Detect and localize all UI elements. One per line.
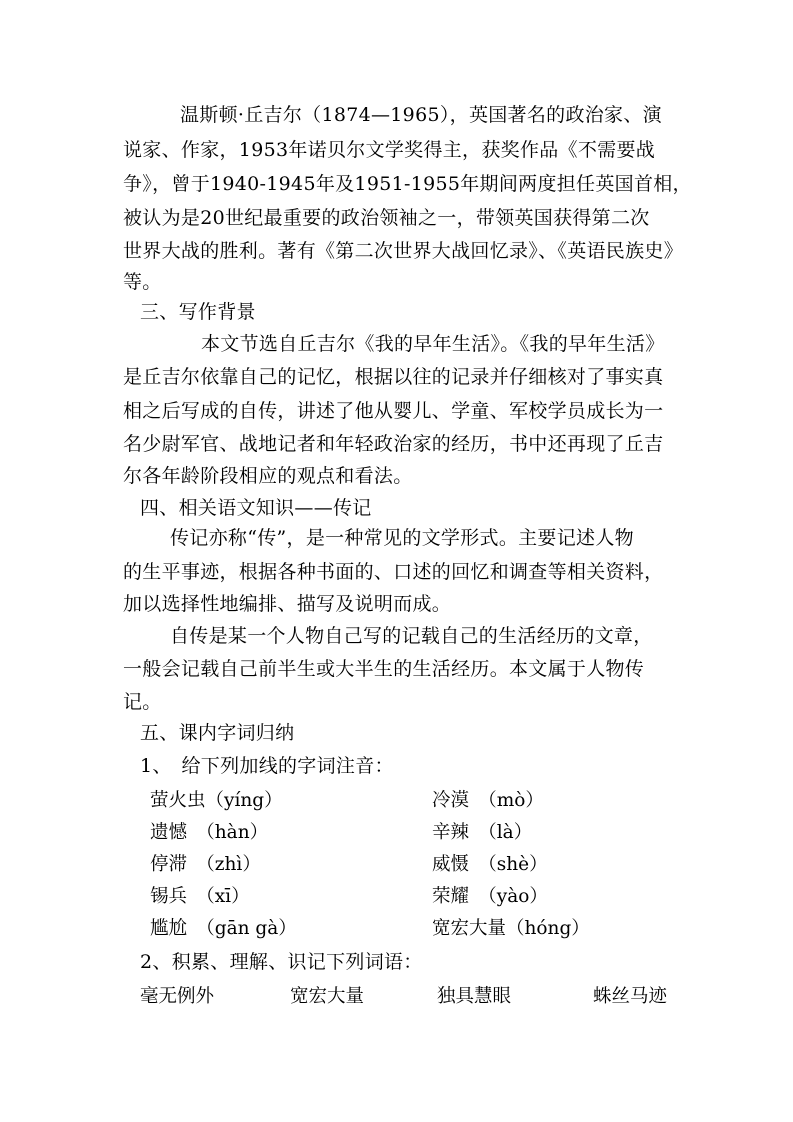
section-4-para2-line-1: 自传是某一个人物自己写的记载自己的生活经历的文章， xyxy=(170,625,653,647)
term-1: 毫无例外 xyxy=(140,986,215,1007)
section-3-line-4: 名少尉军官、战地记者和年轻政治家的经历，书中还再现了丘吉 xyxy=(123,433,664,455)
pinyin-item-left-5: 尴尬 （gān gà） xyxy=(150,918,297,939)
intro-line-3: 争》，曾于1940-1945年及1951-1955年期间两度担任英国首相， xyxy=(123,173,692,195)
pinyin-item-right-3: 威慑 （shè） xyxy=(432,854,548,875)
intro-line-5: 世界大战的胜利。著有《第二次世界大战回忆录》、《英语民族史》 xyxy=(123,240,684,262)
pinyin-item-right-4: 荣耀 （yào） xyxy=(432,886,548,907)
term-2: 宽宏大量 xyxy=(290,986,365,1007)
pinyin-item-left-2: 遗憾 （hàn） xyxy=(150,822,269,843)
question-2: 2、积累、理解、识记下列词语： xyxy=(140,951,423,973)
section-4-para2-line-3: 记。 xyxy=(123,691,162,713)
section-4-heading: 四、相关语文知识——传记 xyxy=(140,497,372,519)
intro-line-6: 等。 xyxy=(123,271,162,293)
section-5-heading: 五、课内字词归纳 xyxy=(140,722,295,744)
pinyin-item-left-1: 萤火虫（yíng） xyxy=(150,790,283,811)
section-4-para1-line-1: 传记亦称“传”，是一种常见的文学形式。主要记述人物 xyxy=(170,527,634,549)
section-3-line-5: 尔各年龄阶段相应的观点和看法。 xyxy=(123,465,413,487)
pinyin-item-right-5: 宽宏大量（hóng） xyxy=(432,918,590,939)
section-4-para2-line-2: 一般会记载自己前半生或大半生的生活经历。本文属于人物传 xyxy=(123,658,645,680)
section-3-heading: 三、写作背景 xyxy=(140,301,256,323)
intro-line-4: 被认为是20世纪最重要的政治领袖之一，带领英国获得第二次 xyxy=(123,207,650,229)
pinyin-item-left-4: 锡兵 （xī） xyxy=(150,886,250,907)
pinyin-item-left-3: 停滞 （zhì） xyxy=(150,854,261,875)
pinyin-item-right-1: 冷漠 （mò） xyxy=(432,790,544,811)
intro-line-1: 温斯顿·丘吉尔（1874—1965），英国著名的政治家、演 xyxy=(180,104,662,126)
question-1: 1、 给下列加线的字词注音： xyxy=(140,755,394,777)
pinyin-item-right-2: 辛辣 （là） xyxy=(432,822,533,843)
intro-line-2: 说家、作家，1953年诺贝尔文学奖得主，获奖作品《不需要战 xyxy=(123,139,656,161)
section-4-para1-line-2: 的生平事迹，根据各种书面的、口述的回忆和调查等相关资料， xyxy=(123,561,664,583)
section-3-line-1: 本文节选自丘吉尔《我的早年生活》。《我的早年生活》 xyxy=(201,333,665,355)
term-3: 独具慧眼 xyxy=(437,986,512,1007)
section-4-para1-line-3: 加以选择性地编排、描写及说明而成。 xyxy=(123,593,452,615)
section-3-line-2: 是丘吉尔依靠自己的记忆，根据以往的记录并仔细核对了事实真 xyxy=(123,366,664,388)
section-3-line-3: 相之后写成的自传，讲述了他从婴儿、学童、军校学员成长为一 xyxy=(123,400,664,422)
term-4: 蛛丝马迹 xyxy=(593,986,668,1007)
